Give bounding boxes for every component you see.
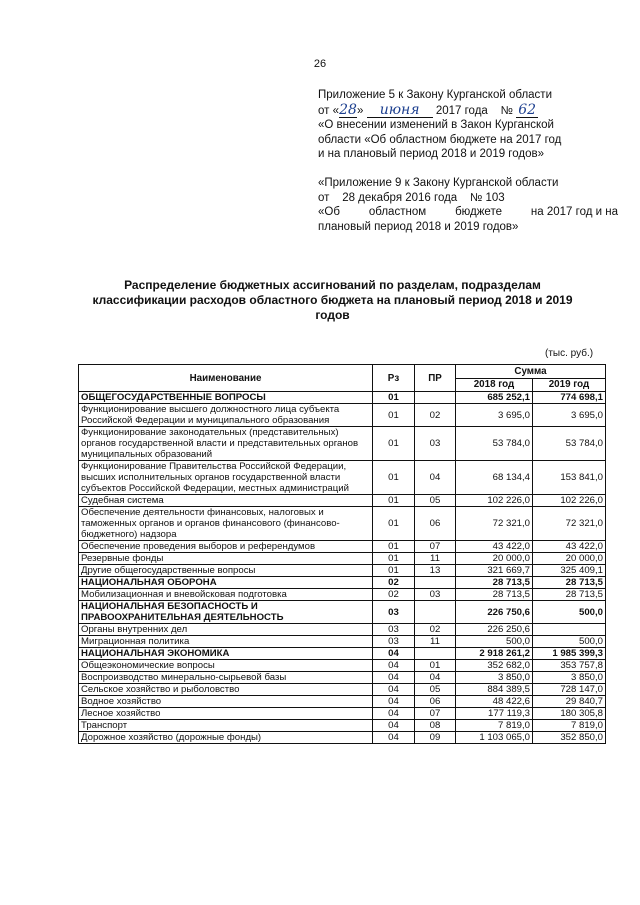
cell-name: Обеспечение проведения выборов и референдумов xyxy=(79,541,373,553)
appendix-word: бюджете xyxy=(455,206,502,218)
table-row xyxy=(79,507,606,541)
appendix-word: областном xyxy=(368,206,427,218)
cell-2019: 500,0 xyxy=(533,636,606,648)
cell-2019: 7 819,0 xyxy=(533,720,606,732)
cell-name: НАЦИОНАЛЬНАЯ ЭКОНОМИКА xyxy=(79,648,373,660)
header-2018: 2018 год xyxy=(456,378,533,392)
table-row xyxy=(79,589,606,601)
cell-name: Воспроизводство минерально-сырьевой базы xyxy=(79,672,373,684)
cell-name: ОБЩЕГОСУДАРСТВЕННЫЕ ВОПРОСЫ xyxy=(79,392,373,404)
cell-pr: 02 xyxy=(415,404,456,427)
appendix-line: области «Об областном бюджете на 2017 год xyxy=(318,133,562,146)
cell-rz: 04 xyxy=(373,720,415,732)
table-row xyxy=(79,732,606,744)
cell-2019: 20 000,0 xyxy=(533,553,606,565)
cell-2019: 153 841,0 xyxy=(533,461,606,495)
cell-rz: 03 xyxy=(373,636,415,648)
cell-rz: 01 xyxy=(373,495,415,507)
table-row xyxy=(79,427,606,461)
cell-pr xyxy=(415,601,456,624)
cell-name: Функционирование Правительства Российской Федерации, высших исполнительных органов государственной власти субъектов Российской Федерации, местных администраций xyxy=(79,461,373,495)
table-row xyxy=(79,461,606,495)
handwritten-day: 28 xyxy=(339,101,357,118)
title-line: Распределение бюджетных ассигнований по разделам, подразделам xyxy=(124,278,541,292)
cell-rz: 04 xyxy=(373,660,415,672)
document-title xyxy=(60,278,605,323)
table-row xyxy=(79,553,606,565)
cell-2019: 500,0 xyxy=(533,601,606,624)
cell-2018: 28 713,5 xyxy=(456,577,533,589)
units-label: (тыс. руб.) xyxy=(545,348,594,359)
cell-2019: 180 305,8 xyxy=(533,708,606,720)
budget-table xyxy=(78,364,606,744)
cell-pr: 11 xyxy=(415,553,456,565)
table-row xyxy=(79,541,606,553)
cell-pr: 13 xyxy=(415,565,456,577)
cell-name: Водное хозяйство xyxy=(79,696,373,708)
cell-pr: 01 xyxy=(415,660,456,672)
header-sum: Сумма xyxy=(456,365,606,379)
cell-2019: 43 422,0 xyxy=(533,541,606,553)
cell-2018: 72 321,0 xyxy=(456,507,533,541)
appendix-line: Приложение 5 к Закону Курганской области xyxy=(318,89,552,101)
date-mid: » xyxy=(357,104,364,117)
table-row xyxy=(79,684,606,696)
table-row xyxy=(79,672,606,684)
table-row xyxy=(79,495,606,507)
cell-pr: 09 xyxy=(415,732,456,744)
cell-pr: 04 xyxy=(415,672,456,684)
cell-2018: 685 252,1 xyxy=(456,392,533,404)
cell-2018: 226 750,6 xyxy=(456,601,533,624)
cell-pr: 02 xyxy=(415,624,456,636)
cell-rz: 01 xyxy=(373,553,415,565)
cell-2019: 352 850,0 xyxy=(533,732,606,744)
table-row xyxy=(79,624,606,636)
cell-2019: 1 985 399,3 xyxy=(533,648,606,660)
cell-2018: 43 422,0 xyxy=(456,541,533,553)
appendix-line: от 28 декабря 2016 года № 103 xyxy=(318,191,505,204)
cell-rz: 01 xyxy=(373,507,415,541)
table-row xyxy=(79,392,606,404)
cell-rz: 01 xyxy=(373,565,415,577)
appendix-original-law xyxy=(318,176,618,234)
cell-pr xyxy=(415,577,456,589)
cell-2019: 774 698,1 xyxy=(533,392,606,404)
cell-2019: 3 695,0 xyxy=(533,404,606,427)
title-line: классификации расходов областного бюджета на плановый период 2018 и 2019 xyxy=(92,293,573,307)
table-row xyxy=(79,565,606,577)
cell-2019: 28 713,5 xyxy=(533,589,606,601)
cell-name: Резервные фонды xyxy=(79,553,373,565)
cell-2018: 28 713,5 xyxy=(456,589,533,601)
table-row xyxy=(79,601,606,624)
appendix-line: и на плановый период 2018 и 2019 годов» xyxy=(318,148,544,160)
appendix-line: «О внесении изменений в Закон Курганской xyxy=(318,119,554,131)
cell-name: Функционирование высшего должностного лица субъекта Российской Федерации и муниципального образования xyxy=(79,404,373,427)
cell-name: Дорожное хозяйство (дорожные фонды) xyxy=(79,732,373,744)
table-row xyxy=(79,660,606,672)
cell-rz: 02 xyxy=(373,577,415,589)
cell-name: Обеспечение деятельности финансовых, налоговых и таможенных органов и органов финансового (финансово-бюджетного) надзора xyxy=(79,507,373,541)
cell-2018: 102 226,0 xyxy=(456,495,533,507)
cell-rz: 01 xyxy=(373,392,415,404)
cell-rz: 01 xyxy=(373,541,415,553)
header-2019: 2019 год xyxy=(533,378,606,392)
cell-2018: 352 682,0 xyxy=(456,660,533,672)
header-name: Наименование xyxy=(79,365,373,392)
cell-name: Транспорт xyxy=(79,720,373,732)
table-row xyxy=(79,636,606,648)
cell-name: Лесное хозяйство xyxy=(79,708,373,720)
appendix-current-law xyxy=(318,88,618,162)
cell-name: Общеэкономические вопросы xyxy=(79,660,373,672)
cell-rz: 04 xyxy=(373,708,415,720)
cell-rz: 04 xyxy=(373,648,415,660)
table-row xyxy=(79,404,606,427)
cell-pr: 07 xyxy=(415,708,456,720)
cell-name: Мобилизационная и вневойсковая подготовка xyxy=(79,589,373,601)
page-number: 26 xyxy=(313,58,327,70)
table-row xyxy=(79,708,606,720)
cell-name: Органы внутренних дел xyxy=(79,624,373,636)
appendix-line: плановый период 2018 и 2019 годов» xyxy=(318,220,519,233)
cell-2018: 20 000,0 xyxy=(456,553,533,565)
cell-2018: 48 422,6 xyxy=(456,696,533,708)
handwritten-number: 62 xyxy=(516,103,538,119)
header-rz: Рз xyxy=(373,365,415,392)
cell-pr: 06 xyxy=(415,696,456,708)
cell-rz: 04 xyxy=(373,672,415,684)
cell-pr: 05 xyxy=(415,684,456,696)
cell-2019: 72 321,0 xyxy=(533,507,606,541)
cell-2018: 500,0 xyxy=(456,636,533,648)
cell-2018: 177 119,3 xyxy=(456,708,533,720)
cell-rz: 02 xyxy=(373,589,415,601)
cell-name: Сельское хозяйство и рыболовство xyxy=(79,684,373,696)
appendix-date-line xyxy=(318,103,618,119)
cell-pr: 11 xyxy=(415,636,456,648)
title-line: годов xyxy=(315,308,350,322)
cell-rz: 01 xyxy=(373,427,415,461)
cell-pr xyxy=(415,392,456,404)
appendix-word: «Об xyxy=(318,206,340,218)
header-pr: ПР xyxy=(415,365,456,392)
cell-2019: 353 757,8 xyxy=(533,660,606,672)
cell-2018: 226 250,6 xyxy=(456,624,533,636)
cell-pr: 04 xyxy=(415,461,456,495)
cell-2019: 325 409,1 xyxy=(533,565,606,577)
cell-name: Судебная система xyxy=(79,495,373,507)
cell-rz: 03 xyxy=(373,601,415,624)
cell-2018: 7 819,0 xyxy=(456,720,533,732)
cell-2019: 3 850,0 xyxy=(533,672,606,684)
cell-name: Другие общегосударственные вопросы xyxy=(79,565,373,577)
cell-2018: 884 389,5 xyxy=(456,684,533,696)
table-row xyxy=(79,696,606,708)
cell-rz: 04 xyxy=(373,696,415,708)
cell-rz: 01 xyxy=(373,461,415,495)
date-prefix: от « xyxy=(318,104,340,117)
table-row xyxy=(79,648,606,660)
appendix-word: на 2017 год и на xyxy=(530,206,618,218)
cell-2018: 321 669,7 xyxy=(456,565,533,577)
cell-pr: 03 xyxy=(415,427,456,461)
cell-pr: 06 xyxy=(415,507,456,541)
cell-2018: 3 695,0 xyxy=(456,404,533,427)
cell-2019: 28 713,5 xyxy=(533,577,606,589)
number-prefix: № xyxy=(500,104,513,117)
cell-2019: 102 226,0 xyxy=(533,495,606,507)
cell-rz: 01 xyxy=(373,404,415,427)
cell-pr: 05 xyxy=(415,495,456,507)
cell-2019 xyxy=(533,624,606,636)
cell-rz: 04 xyxy=(373,732,415,744)
cell-2018: 2 918 261,2 xyxy=(456,648,533,660)
cell-pr xyxy=(415,648,456,660)
cell-name: Функционирование законодательных (представительных) органов государственной власти и представительных органов муниципальных образований xyxy=(79,427,373,461)
table-row xyxy=(79,577,606,589)
date-year: 2017 года xyxy=(435,104,488,117)
cell-2018: 3 850,0 xyxy=(456,672,533,684)
cell-pr: 08 xyxy=(415,720,456,732)
cell-name: Миграционная политика xyxy=(79,636,373,648)
appendix-line: «Приложение 9 к Закону Курганской области xyxy=(318,177,559,189)
cell-pr: 07 xyxy=(415,541,456,553)
table-row xyxy=(79,720,606,732)
cell-rz: 04 xyxy=(373,684,415,696)
cell-2019: 29 840,7 xyxy=(533,696,606,708)
cell-name: НАЦИОНАЛЬНАЯ БЕЗОПАСНОСТЬ И ПРАВООХРАНИТЕЛЬНАЯ ДЕЯТЕЛЬНОСТЬ xyxy=(79,601,373,624)
cell-2019: 728 147,0 xyxy=(533,684,606,696)
appendix-justified-line xyxy=(318,205,618,220)
cell-2018: 1 103 065,0 xyxy=(456,732,533,744)
cell-2018: 68 134,4 xyxy=(456,461,533,495)
handwritten-month: июня xyxy=(367,103,433,119)
cell-name: НАЦИОНАЛЬНАЯ ОБОРОНА xyxy=(79,577,373,589)
cell-2019: 53 784,0 xyxy=(533,427,606,461)
cell-rz: 03 xyxy=(373,624,415,636)
cell-pr: 03 xyxy=(415,589,456,601)
cell-2018: 53 784,0 xyxy=(456,427,533,461)
